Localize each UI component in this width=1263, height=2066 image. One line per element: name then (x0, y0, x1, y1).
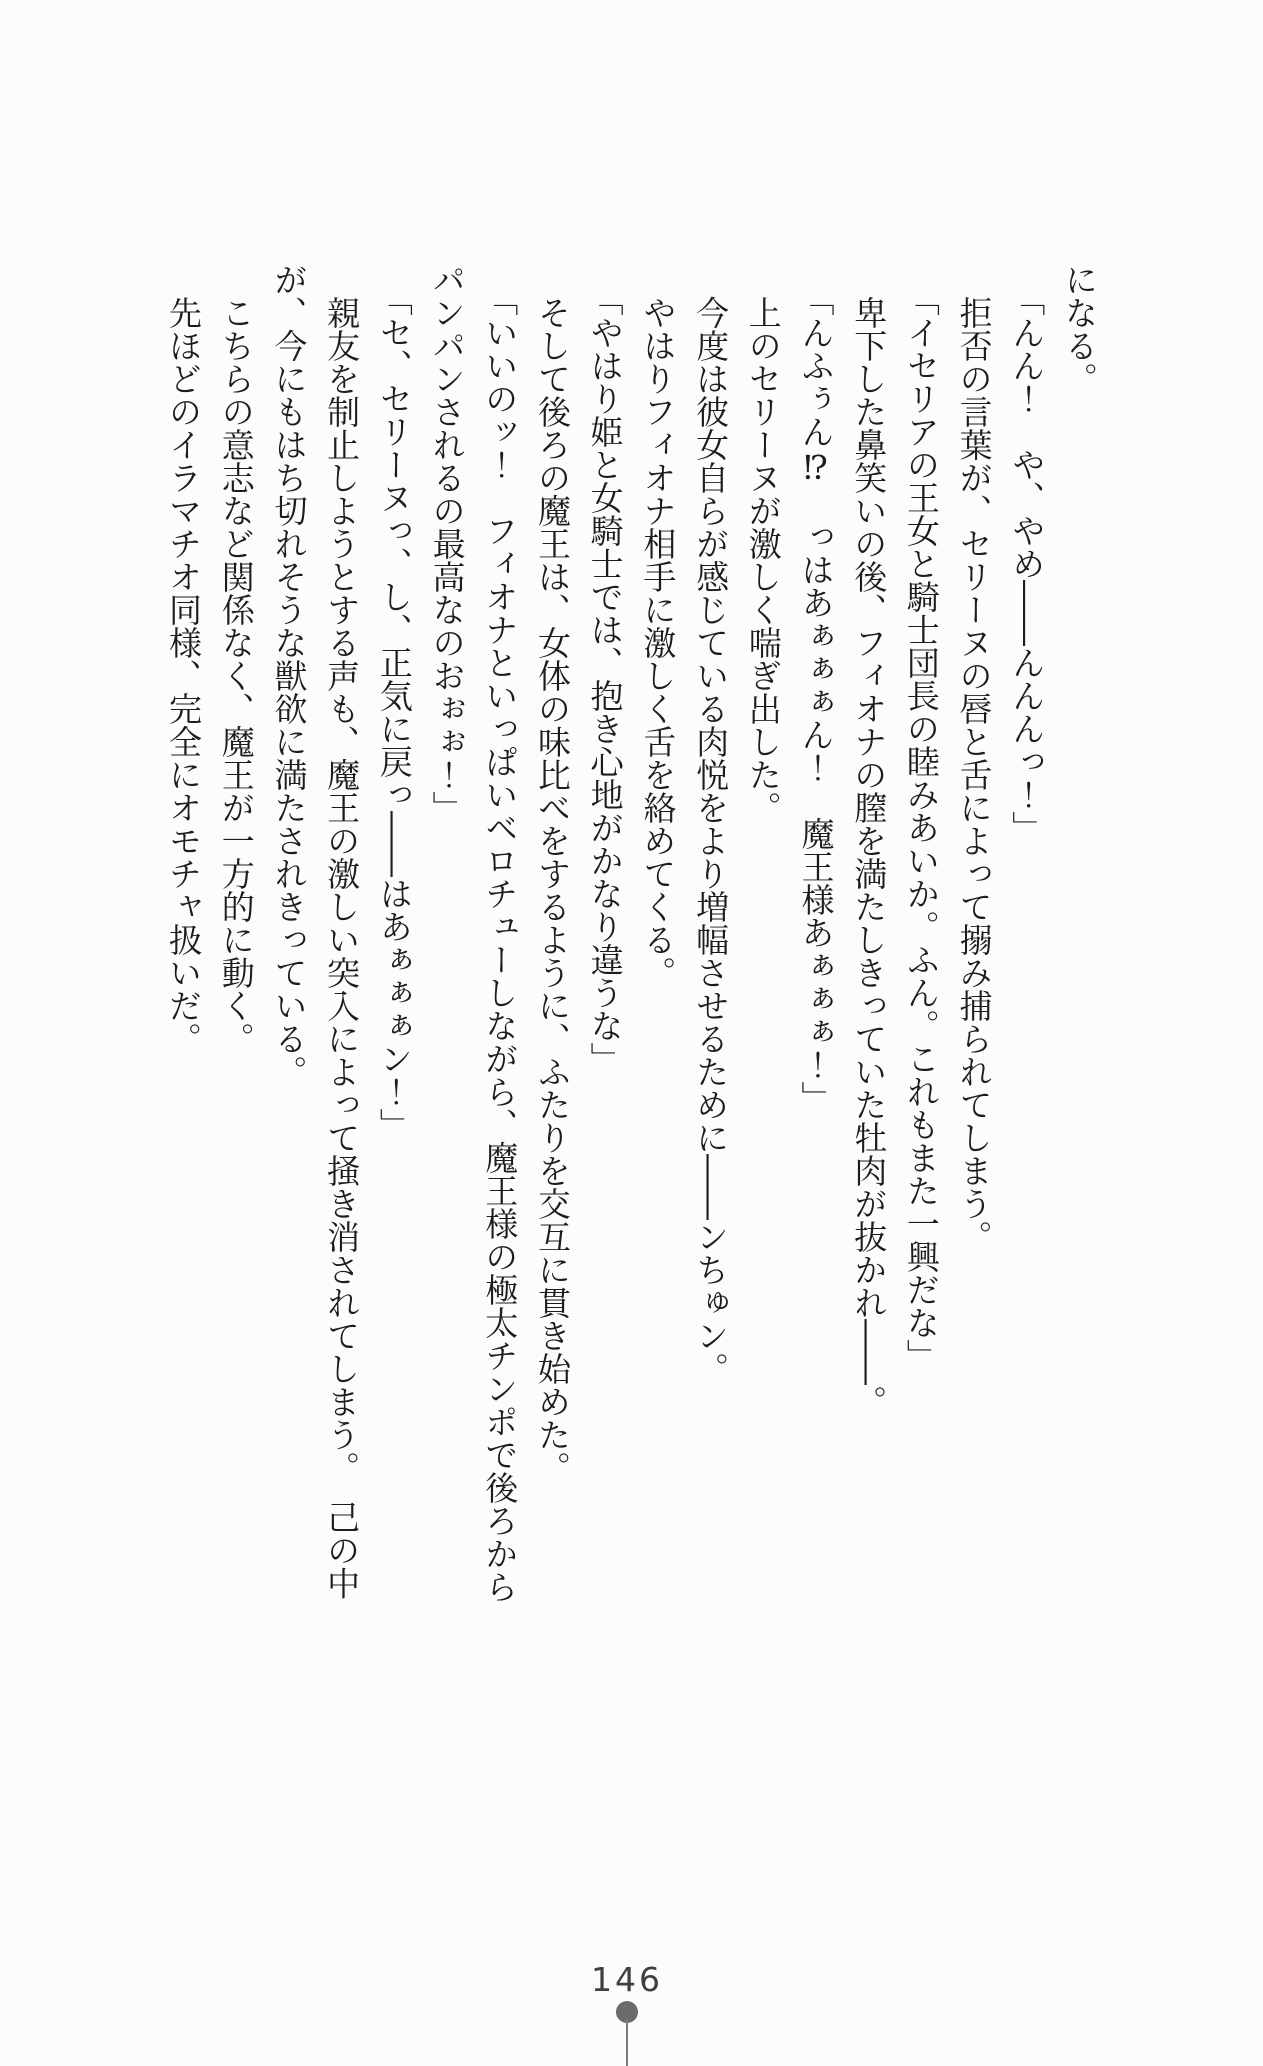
text-line: 拒否の言葉が、セリーヌの唇と舌によって搦み捕られてしまう。 (954, 263, 994, 1253)
text-line: 今度は彼女自らが感じている肉悦をより増幅させるために――ンちゅン。 (691, 263, 731, 1385)
text-line: 先ほどのイラマチオ同様、完全にオモチャ扱いだ。 (164, 263, 204, 1055)
text-line: こちらの意志など関係なく、魔王が一方的に動く。 (216, 263, 256, 1055)
text-line: やはりフィオナ相手に激しく舌を絡めてくる。 (638, 263, 678, 989)
text-line: 「やはり姫と女騎士では、抱き心地がかなり違うな」 (585, 283, 625, 1075)
body-text (156, 263, 1105, 1645)
text-line: 「んふぅん⁉ っはあぁぁぁん！ 魔王様あぁぁぁ！」 (796, 283, 836, 1114)
text-line: 「セ、セリーヌっ、し、正気に戻っ――はあぁぁぁン！」 (374, 283, 414, 1141)
text-line: が、今にもはち切れそうな獣欲に満たされきっている。 (269, 263, 309, 1088)
page-marker-line (626, 2019, 628, 2066)
text-line: 親友を制止しようとする声も、魔王の激しい突入によって掻き消されてしまう。 己の中 (322, 263, 362, 1600)
text-line: 卑下した鼻笑いの後、フィオナの膣を満たしきっていた牡肉が抜かれ――。 (849, 263, 889, 1418)
text-line: パンパンされるの最高なのおぉぉ！」 (427, 263, 467, 824)
text-line: 「んん！ や、やめ――んんんっ！」 (1007, 283, 1047, 844)
text-line: 「イセリアの王女と騎士団長の睦みあいか。ふん。これもまた一興だな」 (901, 283, 941, 1372)
page-number: 146 (591, 1960, 663, 1999)
text-line: 「いいのッ！ フィオナといっぱいベロチューしながら、魔王様の極太チンポで後ろから (480, 283, 520, 1603)
text-line: になる。 (1060, 263, 1099, 395)
text-line: そして後ろの魔王は、女体の味比べをするように、ふたりを交互に貫き始めた。 (532, 263, 572, 1484)
text-line: 上のセリーヌが激しく喘ぎ出した。 (743, 263, 783, 824)
